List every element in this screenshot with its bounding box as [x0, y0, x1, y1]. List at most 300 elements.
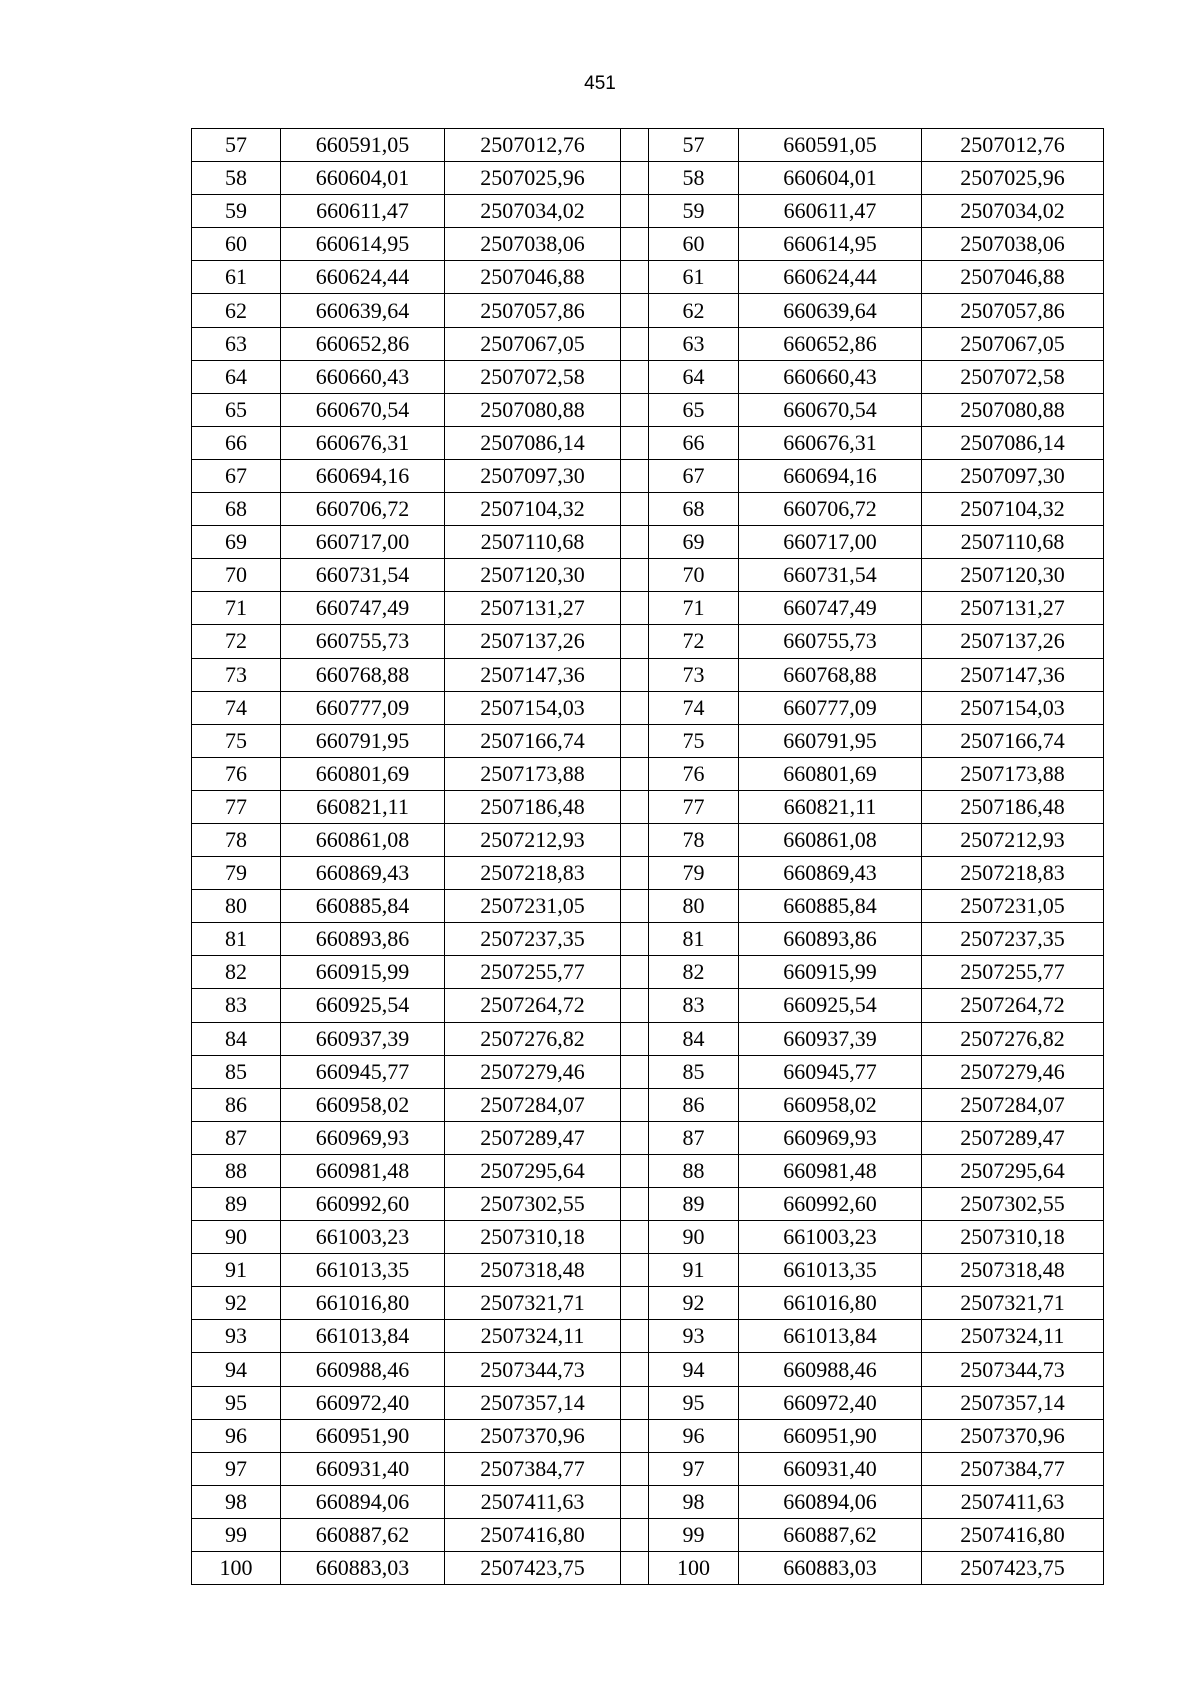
spacer-cell	[621, 1154, 649, 1187]
left-point-number: 89	[192, 1188, 281, 1221]
table-row	[192, 1022, 1104, 1055]
right-point-number: 81	[649, 923, 739, 956]
right-y-coordinate: 2507166,74	[922, 724, 1104, 757]
right-x-coordinate: 660972,40	[739, 1386, 922, 1419]
left-point-number: 57	[192, 129, 281, 162]
left-x-coordinate: 660861,08	[281, 823, 445, 856]
right-x-coordinate: 660747,49	[739, 592, 922, 625]
table-row	[192, 1320, 1104, 1353]
left-y-coordinate: 2507166,74	[445, 724, 621, 757]
spacer-cell	[621, 625, 649, 658]
table-row	[192, 1221, 1104, 1254]
right-x-coordinate: 660670,54	[739, 393, 922, 426]
right-x-coordinate: 660915,99	[739, 956, 922, 989]
right-y-coordinate: 2507072,58	[922, 360, 1104, 393]
page-number: 451	[584, 73, 616, 94]
left-x-coordinate: 660915,99	[281, 956, 445, 989]
left-x-coordinate: 660894,06	[281, 1485, 445, 1518]
right-y-coordinate: 2507120,30	[922, 559, 1104, 592]
spacer-cell	[621, 327, 649, 360]
right-y-coordinate: 2507295,64	[922, 1154, 1104, 1187]
right-y-coordinate: 2507310,18	[922, 1221, 1104, 1254]
left-point-number: 75	[192, 724, 281, 757]
spacer-cell	[621, 261, 649, 294]
left-point-number: 91	[192, 1254, 281, 1287]
right-x-coordinate: 660885,84	[739, 890, 922, 923]
spacer-cell	[621, 1055, 649, 1088]
right-x-coordinate: 660951,90	[739, 1419, 922, 1452]
table-row	[192, 757, 1104, 790]
right-y-coordinate: 2507344,73	[922, 1353, 1104, 1386]
spacer-cell	[621, 956, 649, 989]
spacer-cell	[621, 1552, 649, 1585]
left-x-coordinate: 660706,72	[281, 493, 445, 526]
right-x-coordinate: 660861,08	[739, 823, 922, 856]
right-y-coordinate: 2507411,63	[922, 1485, 1104, 1518]
right-point-number: 74	[649, 691, 739, 724]
table-row	[192, 1254, 1104, 1287]
right-y-coordinate: 2507034,02	[922, 195, 1104, 228]
left-x-coordinate: 660604,01	[281, 162, 445, 195]
table-row	[192, 923, 1104, 956]
right-x-coordinate: 660639,64	[739, 294, 922, 327]
right-y-coordinate: 2507046,88	[922, 261, 1104, 294]
right-x-coordinate: 660614,95	[739, 228, 922, 261]
left-y-coordinate: 2507324,11	[445, 1320, 621, 1353]
right-point-number: 57	[649, 129, 739, 162]
right-y-coordinate: 2507097,30	[922, 459, 1104, 492]
left-y-coordinate: 2507046,88	[445, 261, 621, 294]
right-y-coordinate: 2507264,72	[922, 989, 1104, 1022]
table-row	[192, 1419, 1104, 1452]
table-row	[192, 129, 1104, 162]
left-point-number: 72	[192, 625, 281, 658]
right-x-coordinate: 660893,86	[739, 923, 922, 956]
left-y-coordinate: 2507321,71	[445, 1287, 621, 1320]
table-row	[192, 857, 1104, 890]
spacer-cell	[621, 1419, 649, 1452]
left-x-coordinate: 660992,60	[281, 1188, 445, 1221]
table-row	[192, 195, 1104, 228]
right-y-coordinate: 2507147,36	[922, 658, 1104, 691]
table-row	[192, 327, 1104, 360]
table-row	[192, 162, 1104, 195]
table-row	[192, 526, 1104, 559]
spacer-cell	[621, 459, 649, 492]
right-y-coordinate: 2507131,27	[922, 592, 1104, 625]
spacer-cell	[621, 857, 649, 890]
right-x-coordinate: 660777,09	[739, 691, 922, 724]
left-y-coordinate: 2507276,82	[445, 1022, 621, 1055]
left-y-coordinate: 2507186,48	[445, 790, 621, 823]
left-x-coordinate: 660869,43	[281, 857, 445, 890]
left-x-coordinate: 660885,84	[281, 890, 445, 923]
left-x-coordinate: 660624,44	[281, 261, 445, 294]
right-y-coordinate: 2507370,96	[922, 1419, 1104, 1452]
right-x-coordinate: 660604,01	[739, 162, 922, 195]
right-x-coordinate: 660887,62	[739, 1518, 922, 1551]
spacer-cell	[621, 923, 649, 956]
right-x-coordinate: 660821,11	[739, 790, 922, 823]
left-x-coordinate: 660883,03	[281, 1552, 445, 1585]
right-point-number: 84	[649, 1022, 739, 1055]
right-x-coordinate: 660717,00	[739, 526, 922, 559]
table-row	[192, 1518, 1104, 1551]
left-x-coordinate: 660676,31	[281, 426, 445, 459]
right-x-coordinate: 660969,93	[739, 1121, 922, 1154]
left-y-coordinate: 2507295,64	[445, 1154, 621, 1187]
table-row	[192, 1121, 1104, 1154]
right-point-number: 86	[649, 1088, 739, 1121]
right-point-number: 77	[649, 790, 739, 823]
left-point-number: 80	[192, 890, 281, 923]
right-point-number: 73	[649, 658, 739, 691]
table-row	[192, 426, 1104, 459]
right-x-coordinate: 661013,84	[739, 1320, 922, 1353]
spacer-cell	[621, 393, 649, 426]
right-point-number: 58	[649, 162, 739, 195]
left-x-coordinate: 660639,64	[281, 294, 445, 327]
spacer-cell	[621, 1518, 649, 1551]
left-point-number: 64	[192, 360, 281, 393]
left-y-coordinate: 2507344,73	[445, 1353, 621, 1386]
spacer-cell	[621, 360, 649, 393]
table-row	[192, 724, 1104, 757]
spacer-cell	[621, 129, 649, 162]
left-point-number: 76	[192, 757, 281, 790]
right-point-number: 60	[649, 228, 739, 261]
right-y-coordinate: 2507357,14	[922, 1386, 1104, 1419]
left-y-coordinate: 2507120,30	[445, 559, 621, 592]
right-y-coordinate: 2507104,32	[922, 493, 1104, 526]
right-x-coordinate: 660958,02	[739, 1088, 922, 1121]
right-x-coordinate: 660676,31	[739, 426, 922, 459]
table-row	[192, 625, 1104, 658]
table-row	[192, 956, 1104, 989]
spacer-cell	[621, 1485, 649, 1518]
left-y-coordinate: 2507384,77	[445, 1452, 621, 1485]
table-row	[192, 1154, 1104, 1187]
right-y-coordinate: 2507276,82	[922, 1022, 1104, 1055]
table-row	[192, 989, 1104, 1022]
left-x-coordinate: 660777,09	[281, 691, 445, 724]
right-y-coordinate: 2507067,05	[922, 327, 1104, 360]
left-y-coordinate: 2507097,30	[445, 459, 621, 492]
left-point-number: 60	[192, 228, 281, 261]
left-x-coordinate: 660988,46	[281, 1353, 445, 1386]
left-y-coordinate: 2507173,88	[445, 757, 621, 790]
left-y-coordinate: 2507012,76	[445, 129, 621, 162]
left-x-coordinate: 660591,05	[281, 129, 445, 162]
left-x-coordinate: 660821,11	[281, 790, 445, 823]
left-y-coordinate: 2507302,55	[445, 1188, 621, 1221]
right-y-coordinate: 2507302,55	[922, 1188, 1104, 1221]
left-point-number: 85	[192, 1055, 281, 1088]
right-x-coordinate: 660755,73	[739, 625, 922, 658]
left-y-coordinate: 2507255,77	[445, 956, 621, 989]
right-point-number: 64	[649, 360, 739, 393]
right-point-number: 70	[649, 559, 739, 592]
right-x-coordinate: 660925,54	[739, 989, 922, 1022]
right-x-coordinate: 660768,88	[739, 658, 922, 691]
right-y-coordinate: 2507289,47	[922, 1121, 1104, 1154]
right-point-number: 76	[649, 757, 739, 790]
right-point-number: 92	[649, 1287, 739, 1320]
left-x-coordinate: 660747,49	[281, 592, 445, 625]
left-y-coordinate: 2507025,96	[445, 162, 621, 195]
right-point-number: 83	[649, 989, 739, 1022]
left-x-coordinate: 661013,35	[281, 1254, 445, 1287]
table-row	[192, 1552, 1104, 1585]
left-y-coordinate: 2507086,14	[445, 426, 621, 459]
left-point-number: 98	[192, 1485, 281, 1518]
left-x-coordinate: 660660,43	[281, 360, 445, 393]
right-point-number: 100	[649, 1552, 739, 1585]
left-y-coordinate: 2507318,48	[445, 1254, 621, 1287]
coordinates-table-body	[192, 129, 1104, 1585]
right-point-number: 97	[649, 1452, 739, 1485]
left-y-coordinate: 2507416,80	[445, 1518, 621, 1551]
right-x-coordinate: 660992,60	[739, 1188, 922, 1221]
right-y-coordinate: 2507416,80	[922, 1518, 1104, 1551]
right-x-coordinate: 660791,95	[739, 724, 922, 757]
right-y-coordinate: 2507324,11	[922, 1320, 1104, 1353]
left-x-coordinate: 660887,62	[281, 1518, 445, 1551]
left-point-number: 84	[192, 1022, 281, 1055]
spacer-cell	[621, 1221, 649, 1254]
right-point-number: 68	[649, 493, 739, 526]
left-point-number: 90	[192, 1221, 281, 1254]
right-y-coordinate: 2507218,83	[922, 857, 1104, 890]
spacer-cell	[621, 1320, 649, 1353]
table-row	[192, 1452, 1104, 1485]
left-point-number: 83	[192, 989, 281, 1022]
left-y-coordinate: 2507423,75	[445, 1552, 621, 1585]
right-y-coordinate: 2507110,68	[922, 526, 1104, 559]
right-point-number: 87	[649, 1121, 739, 1154]
left-point-number: 69	[192, 526, 281, 559]
table-row	[192, 1353, 1104, 1386]
left-point-number: 82	[192, 956, 281, 989]
spacer-cell	[621, 162, 649, 195]
right-x-coordinate: 660611,47	[739, 195, 922, 228]
right-y-coordinate: 2507137,26	[922, 625, 1104, 658]
left-x-coordinate: 660801,69	[281, 757, 445, 790]
left-y-coordinate: 2507237,35	[445, 923, 621, 956]
table-row	[192, 559, 1104, 592]
spacer-cell	[621, 195, 649, 228]
left-point-number: 65	[192, 393, 281, 426]
right-x-coordinate: 660945,77	[739, 1055, 922, 1088]
left-y-coordinate: 2507038,06	[445, 228, 621, 261]
left-point-number: 92	[192, 1287, 281, 1320]
table-row	[192, 1485, 1104, 1518]
spacer-cell	[621, 592, 649, 625]
left-point-number: 100	[192, 1552, 281, 1585]
spacer-cell	[621, 426, 649, 459]
left-x-coordinate: 660717,00	[281, 526, 445, 559]
right-point-number: 94	[649, 1353, 739, 1386]
left-point-number: 77	[192, 790, 281, 823]
left-y-coordinate: 2507057,86	[445, 294, 621, 327]
left-point-number: 79	[192, 857, 281, 890]
table-row	[192, 658, 1104, 691]
right-point-number: 75	[649, 724, 739, 757]
left-point-number: 67	[192, 459, 281, 492]
right-y-coordinate: 2507284,07	[922, 1088, 1104, 1121]
right-x-coordinate: 660981,48	[739, 1154, 922, 1187]
right-point-number: 63	[649, 327, 739, 360]
spacer-cell	[621, 1188, 649, 1221]
table-row	[192, 393, 1104, 426]
right-y-coordinate: 2507255,77	[922, 956, 1104, 989]
right-point-number: 96	[649, 1419, 739, 1452]
left-point-number: 96	[192, 1419, 281, 1452]
left-y-coordinate: 2507231,05	[445, 890, 621, 923]
right-point-number: 67	[649, 459, 739, 492]
left-point-number: 88	[192, 1154, 281, 1187]
right-x-coordinate: 660694,16	[739, 459, 922, 492]
left-x-coordinate: 661003,23	[281, 1221, 445, 1254]
left-x-coordinate: 660768,88	[281, 658, 445, 691]
right-x-coordinate: 661013,35	[739, 1254, 922, 1287]
left-point-number: 62	[192, 294, 281, 327]
left-x-coordinate: 660694,16	[281, 459, 445, 492]
left-point-number: 71	[192, 592, 281, 625]
left-x-coordinate: 660972,40	[281, 1386, 445, 1419]
right-point-number: 59	[649, 195, 739, 228]
left-point-number: 95	[192, 1386, 281, 1419]
right-x-coordinate: 660731,54	[739, 559, 922, 592]
table-row	[192, 592, 1104, 625]
right-y-coordinate: 2507384,77	[922, 1452, 1104, 1485]
right-x-coordinate: 660801,69	[739, 757, 922, 790]
right-point-number: 71	[649, 592, 739, 625]
right-x-coordinate: 660624,44	[739, 261, 922, 294]
left-point-number: 94	[192, 1353, 281, 1386]
left-point-number: 74	[192, 691, 281, 724]
right-y-coordinate: 2507080,88	[922, 393, 1104, 426]
left-point-number: 58	[192, 162, 281, 195]
right-x-coordinate: 661003,23	[739, 1221, 922, 1254]
right-point-number: 62	[649, 294, 739, 327]
right-x-coordinate: 660869,43	[739, 857, 922, 890]
table-row	[192, 890, 1104, 923]
right-y-coordinate: 2507423,75	[922, 1552, 1104, 1585]
coordinates-table	[191, 128, 1104, 1585]
table-row	[192, 1055, 1104, 1088]
left-x-coordinate: 660981,48	[281, 1154, 445, 1187]
left-point-number: 68	[192, 493, 281, 526]
left-y-coordinate: 2507357,14	[445, 1386, 621, 1419]
left-y-coordinate: 2507310,18	[445, 1221, 621, 1254]
right-y-coordinate: 2507025,96	[922, 162, 1104, 195]
left-x-coordinate: 660945,77	[281, 1055, 445, 1088]
table-row	[192, 1386, 1104, 1419]
right-x-coordinate: 660894,06	[739, 1485, 922, 1518]
left-point-number: 61	[192, 261, 281, 294]
right-y-coordinate: 2507318,48	[922, 1254, 1104, 1287]
right-x-coordinate: 660660,43	[739, 360, 922, 393]
right-x-coordinate: 660591,05	[739, 129, 922, 162]
table-row	[192, 1188, 1104, 1221]
right-y-coordinate: 2507321,71	[922, 1287, 1104, 1320]
left-y-coordinate: 2507080,88	[445, 393, 621, 426]
right-point-number: 99	[649, 1518, 739, 1551]
right-point-number: 80	[649, 890, 739, 923]
table-row	[192, 790, 1104, 823]
right-point-number: 79	[649, 857, 739, 890]
right-x-coordinate: 660706,72	[739, 493, 922, 526]
right-y-coordinate: 2507231,05	[922, 890, 1104, 923]
right-point-number: 88	[649, 1154, 739, 1187]
spacer-cell	[621, 228, 649, 261]
left-x-coordinate: 660731,54	[281, 559, 445, 592]
left-x-coordinate: 660670,54	[281, 393, 445, 426]
right-point-number: 78	[649, 823, 739, 856]
left-x-coordinate: 660791,95	[281, 724, 445, 757]
left-y-coordinate: 2507147,36	[445, 658, 621, 691]
right-point-number: 72	[649, 625, 739, 658]
spacer-cell	[621, 890, 649, 923]
right-point-number: 90	[649, 1221, 739, 1254]
left-y-coordinate: 2507067,05	[445, 327, 621, 360]
left-x-coordinate: 660893,86	[281, 923, 445, 956]
right-point-number: 89	[649, 1188, 739, 1221]
right-y-coordinate: 2507086,14	[922, 426, 1104, 459]
left-x-coordinate: 661016,80	[281, 1287, 445, 1320]
left-x-coordinate: 660611,47	[281, 195, 445, 228]
table-row	[192, 228, 1104, 261]
left-x-coordinate: 660951,90	[281, 1419, 445, 1452]
spacer-cell	[621, 1386, 649, 1419]
right-y-coordinate: 2507038,06	[922, 228, 1104, 261]
right-y-coordinate: 2507212,93	[922, 823, 1104, 856]
left-x-coordinate: 660931,40	[281, 1452, 445, 1485]
left-x-coordinate: 660755,73	[281, 625, 445, 658]
table-row	[192, 823, 1104, 856]
left-y-coordinate: 2507264,72	[445, 989, 621, 1022]
table-row	[192, 1287, 1104, 1320]
spacer-cell	[621, 691, 649, 724]
left-y-coordinate: 2507034,02	[445, 195, 621, 228]
spacer-cell	[621, 989, 649, 1022]
left-x-coordinate: 661013,84	[281, 1320, 445, 1353]
left-y-coordinate: 2507279,46	[445, 1055, 621, 1088]
left-point-number: 59	[192, 195, 281, 228]
right-point-number: 69	[649, 526, 739, 559]
left-point-number: 99	[192, 1518, 281, 1551]
table-row	[192, 261, 1104, 294]
spacer-cell	[621, 1452, 649, 1485]
right-y-coordinate: 2507237,35	[922, 923, 1104, 956]
right-point-number: 91	[649, 1254, 739, 1287]
right-point-number: 82	[649, 956, 739, 989]
spacer-cell	[621, 823, 649, 856]
left-point-number: 70	[192, 559, 281, 592]
spacer-cell	[621, 1254, 649, 1287]
right-y-coordinate: 2507186,48	[922, 790, 1104, 823]
left-y-coordinate: 2507212,93	[445, 823, 621, 856]
table-row	[192, 691, 1104, 724]
table-row	[192, 459, 1104, 492]
left-point-number: 81	[192, 923, 281, 956]
table-row	[192, 1088, 1104, 1121]
left-y-coordinate: 2507284,07	[445, 1088, 621, 1121]
left-y-coordinate: 2507072,58	[445, 360, 621, 393]
left-x-coordinate: 660925,54	[281, 989, 445, 1022]
left-x-coordinate: 660652,86	[281, 327, 445, 360]
